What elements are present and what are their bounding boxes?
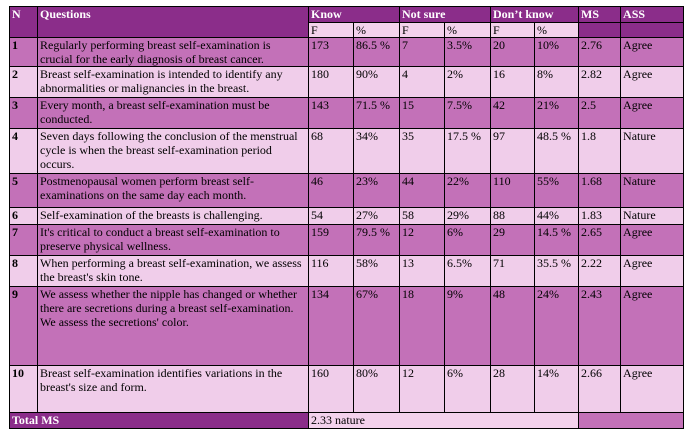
- dontknow-pct-cell: 55%: [535, 174, 579, 208]
- ms-cell: 1.68: [579, 174, 621, 208]
- question-cell: Postmenopausal women perform breast self-examinations on the same day each month.: [38, 174, 309, 208]
- notsure-pct-cell: 6%: [445, 366, 491, 413]
- dontknow-f-cell: 16: [491, 67, 535, 98]
- ms-cell: 2.5: [579, 98, 621, 129]
- row-number: 9: [10, 287, 38, 366]
- header-questions: Questions: [38, 7, 309, 38]
- notsure-f-cell: 12: [400, 366, 445, 413]
- total-ms-label: Total MS: [10, 413, 309, 429]
- subheader-know-pct: %: [354, 23, 400, 38]
- row-number: 10: [10, 366, 38, 413]
- ass-cell: Agree: [621, 256, 684, 287]
- dontknow-pct-cell: 14%: [535, 366, 579, 413]
- notsure-pct-cell: 29%: [445, 208, 491, 225]
- table-row: [10, 208, 684, 225]
- ms-cell: 1.8: [579, 129, 621, 174]
- notsure-pct-cell: 22%: [445, 174, 491, 208]
- know-pct-cell: 58%: [354, 256, 400, 287]
- ass-cell: Agree: [621, 225, 684, 256]
- header-dont-know: Don’t know: [491, 7, 579, 23]
- know-f-cell: 143: [309, 98, 354, 129]
- know-f-cell: 134: [309, 287, 354, 366]
- dontknow-f-cell: 48: [491, 287, 535, 366]
- question-cell: Breast self-examination identifies variations in the breast's size and form.: [38, 366, 309, 413]
- table-row: [10, 225, 684, 256]
- row-number: 5: [10, 174, 38, 208]
- notsure-pct-cell: 7.5%: [445, 98, 491, 129]
- row-number: 6: [10, 208, 38, 225]
- know-f-cell: 116: [309, 256, 354, 287]
- ass-cell: Nature: [621, 129, 684, 174]
- table-row: [10, 38, 684, 67]
- know-f-cell: 46: [309, 174, 354, 208]
- notsure-f-cell: 13: [400, 256, 445, 287]
- survey-table-container: [9, 6, 684, 429]
- know-f-cell: 180: [309, 67, 354, 98]
- question-cell: We assess whether the nipple has changed or whether there are secretions during a breast self-examination. We assess the secretions' color.: [38, 287, 309, 366]
- notsure-f-cell: 44: [400, 174, 445, 208]
- notsure-pct-cell: 2%: [445, 67, 491, 98]
- ass-cell: Agree: [621, 366, 684, 413]
- question-cell: It's critical to conduct a breast self-examination to preserve physical wellness.: [38, 225, 309, 256]
- know-pct-cell: 80%: [354, 366, 400, 413]
- table-row: [10, 256, 684, 287]
- notsure-f-cell: 7: [400, 38, 445, 67]
- header-ms: MS: [579, 7, 621, 23]
- know-pct-cell: 90%: [354, 67, 400, 98]
- table-row: [10, 98, 684, 129]
- notsure-f-cell: 35: [400, 129, 445, 174]
- know-pct-cell: 27%: [354, 208, 400, 225]
- know-f-cell: 173: [309, 38, 354, 67]
- row-number: 8: [10, 256, 38, 287]
- know-pct-cell: 71.5 %: [354, 98, 400, 129]
- header-ass: ASS: [621, 7, 684, 23]
- subheader-ass-blank: [621, 23, 684, 38]
- dontknow-pct-cell: 48.5 %: [535, 129, 579, 174]
- ms-cell: 2.76: [579, 38, 621, 67]
- notsure-pct-cell: 9%: [445, 287, 491, 366]
- ms-cell: 2.66: [579, 366, 621, 413]
- row-number: 4: [10, 129, 38, 174]
- header-know: Know: [309, 7, 400, 23]
- know-f-cell: 159: [309, 225, 354, 256]
- notsure-f-cell: 18: [400, 287, 445, 366]
- question-cell: When performing a breast self-examination, we assess the breast's skin tone.: [38, 256, 309, 287]
- notsure-pct-cell: 3.5%: [445, 38, 491, 67]
- subheader-notsure-pct: %: [445, 23, 491, 38]
- subheader-dontknow-f: F: [491, 23, 535, 38]
- dontknow-f-cell: 71: [491, 256, 535, 287]
- question-cell: Seven days following the conclusion of the menstrual cycle is when the breast self-examination period occurs.: [38, 129, 309, 174]
- know-pct-cell: 86.5 %: [354, 38, 400, 67]
- notsure-f-cell: 12: [400, 225, 445, 256]
- dontknow-pct-cell: 44%: [535, 208, 579, 225]
- subheader-know-f: F: [309, 23, 354, 38]
- table-row: [10, 174, 684, 208]
- dontknow-pct-cell: 10%: [535, 38, 579, 67]
- table-row: [10, 287, 684, 366]
- row-number: 1: [10, 38, 38, 67]
- ass-cell: Nature: [621, 208, 684, 225]
- know-pct-cell: 67%: [354, 287, 400, 366]
- ass-cell: Nature: [621, 174, 684, 208]
- ms-cell: 1.83: [579, 208, 621, 225]
- know-pct-cell: 34%: [354, 129, 400, 174]
- dontknow-f-cell: 29: [491, 225, 535, 256]
- dontknow-pct-cell: 8%: [535, 67, 579, 98]
- dontknow-f-cell: 97: [491, 129, 535, 174]
- question-cell: Every month, a breast self-examination must be conducted.: [38, 98, 309, 129]
- notsure-pct-cell: 6.5%: [445, 256, 491, 287]
- dontknow-f-cell: 42: [491, 98, 535, 129]
- notsure-pct-cell: 17.5 %: [445, 129, 491, 174]
- footer-row: [10, 413, 684, 429]
- subheader-dontknow-pct: %: [535, 23, 579, 38]
- total-ms-value: 2.33 nature: [309, 413, 579, 429]
- ass-cell: Agree: [621, 38, 684, 67]
- dontknow-pct-cell: 35.5 %: [535, 256, 579, 287]
- breast-self-exam-table: [9, 6, 684, 429]
- row-number: 7: [10, 225, 38, 256]
- header-not-sure: Not sure: [400, 7, 491, 23]
- row-number: 3: [10, 98, 38, 129]
- subheader-ms-blank: [579, 23, 621, 38]
- ms-cell: 2.82: [579, 67, 621, 98]
- header-n: N: [10, 7, 38, 38]
- notsure-f-cell: 58: [400, 208, 445, 225]
- question-cell: Self-examination of the breasts is challenging.: [38, 208, 309, 225]
- ms-cell: 2.22: [579, 256, 621, 287]
- table-row: [10, 67, 684, 98]
- know-f-cell: 68: [309, 129, 354, 174]
- ass-cell: Agree: [621, 98, 684, 129]
- dontknow-f-cell: 88: [491, 208, 535, 225]
- dontknow-pct-cell: 14.5 %: [535, 225, 579, 256]
- question-cell: Breast self-examination is intended to identify any abnormalities or malignancies in the breast.: [38, 67, 309, 98]
- ms-cell: 2.65: [579, 225, 621, 256]
- dontknow-pct-cell: 21%: [535, 98, 579, 129]
- footer-blank: [579, 413, 684, 429]
- notsure-pct-cell: 6%: [445, 225, 491, 256]
- dontknow-f-cell: 20: [491, 38, 535, 67]
- question-cell: Regularly performing breast self-examination is crucial for the early diagnosis of breast cancer.: [38, 38, 309, 67]
- table-row: [10, 129, 684, 174]
- dontknow-pct-cell: 24%: [535, 287, 579, 366]
- know-f-cell: 160: [309, 366, 354, 413]
- dontknow-f-cell: 28: [491, 366, 535, 413]
- notsure-f-cell: 15: [400, 98, 445, 129]
- know-f-cell: 54: [309, 208, 354, 225]
- ass-cell: Agree: [621, 287, 684, 366]
- header-row: [10, 7, 684, 23]
- know-pct-cell: 23%: [354, 174, 400, 208]
- know-pct-cell: 79.5 %: [354, 225, 400, 256]
- table-row: [10, 366, 684, 413]
- ms-cell: 2.43: [579, 287, 621, 366]
- ass-cell: Agree: [621, 67, 684, 98]
- dontknow-f-cell: 110: [491, 174, 535, 208]
- notsure-f-cell: 4: [400, 67, 445, 98]
- row-number: 2: [10, 67, 38, 98]
- subheader-notsure-f: F: [400, 23, 445, 38]
